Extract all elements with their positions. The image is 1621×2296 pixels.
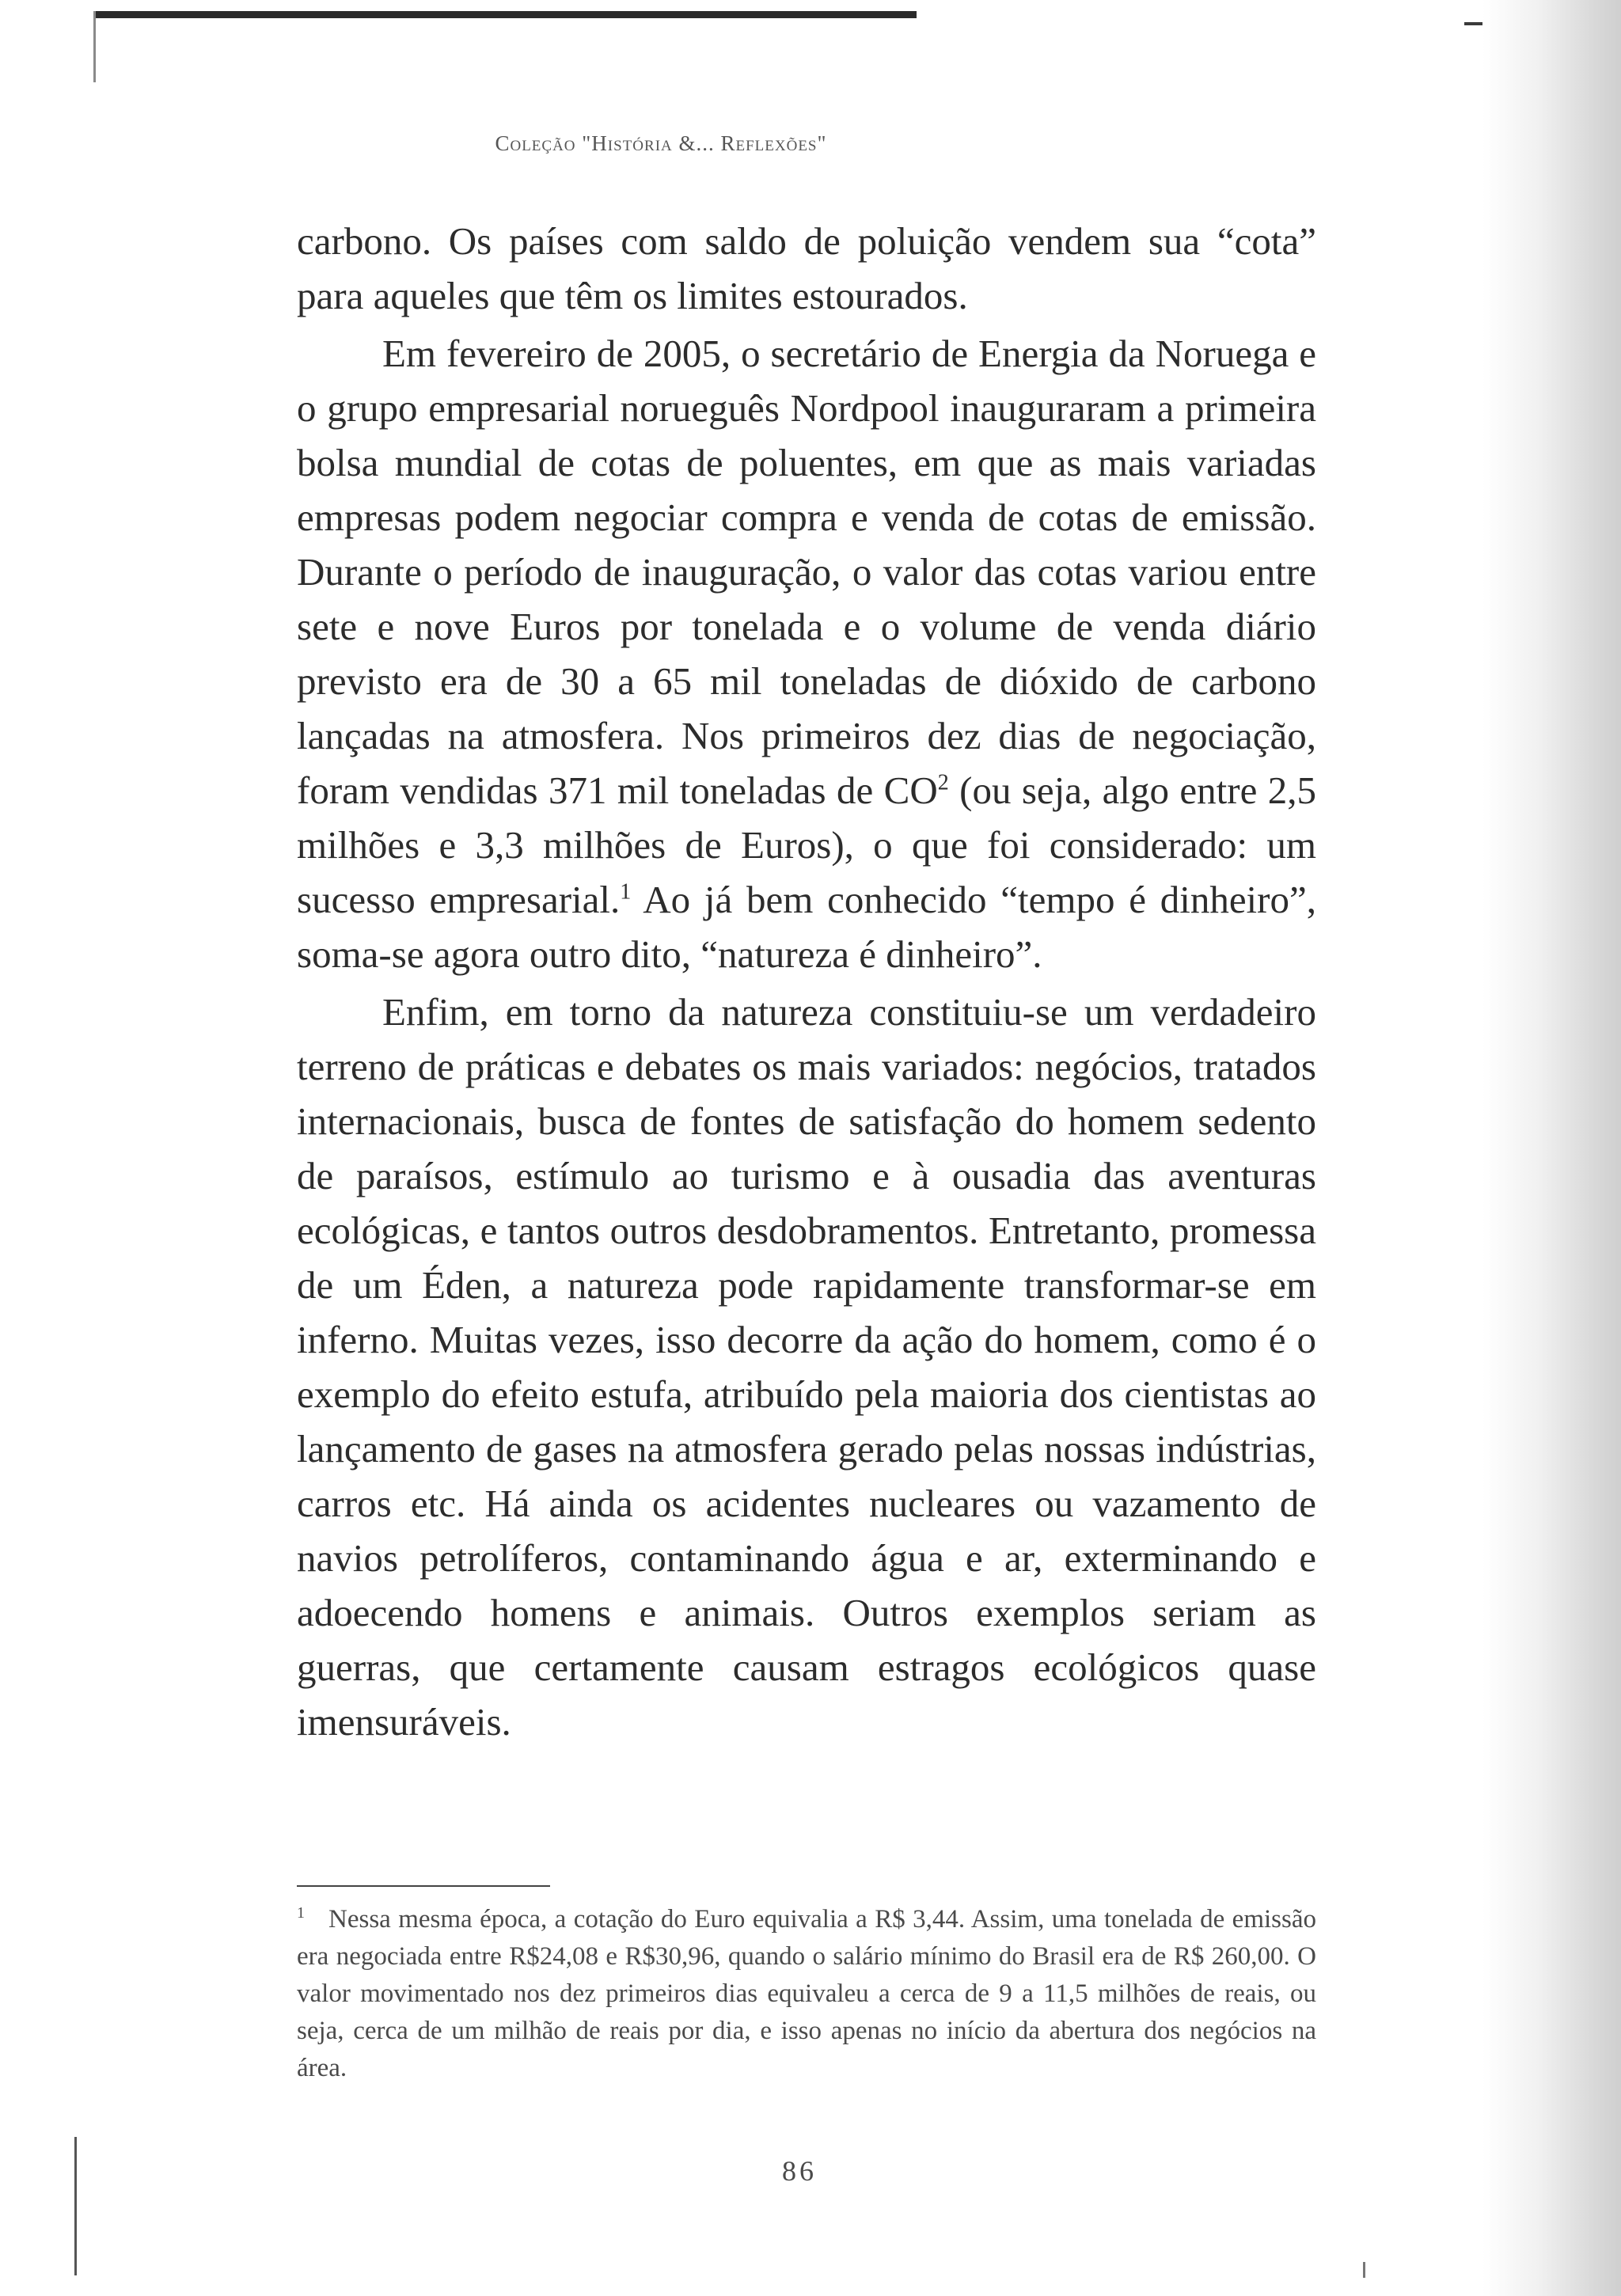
paragraph-2 bbox=[297, 326, 1316, 981]
footnote-text: Nessa mesma época, a cotação do Euro equivalia a R$ 3,44. Assim, uma tonelada de emissão era negociada entre R$24,08 e R$30,96, quando o salário mínimo do Brasil era de R$ 260,00. O valor movimentado nos dez primeiros dias equivaleu a cerca de 9 a 11,5 milhões de reais, ou seja, cerca de um milhão de reais por dia, e isso apenas no início da abertura dos negócios na área. bbox=[297, 1905, 1316, 2082]
co2-subscript: 2 bbox=[937, 770, 949, 795]
footnote-marker: 1 bbox=[297, 1904, 305, 1922]
scan-top-border bbox=[93, 11, 917, 18]
main-text bbox=[297, 214, 1316, 1749]
running-head: Coleção "História &... Reflexões" bbox=[495, 131, 827, 155]
paragraph-2-part-1: Em fevereiro de 2005, o secretário de Energia da Noruega e o grupo empresarial norueguês Nordpool inauguraram a primeira bolsa mundial de cotas de poluentes, em que as mais variadas empresas podem negociar compra e venda de cotas de emissão. Durante o período de inauguração, o valor das cotas variou entre sete e nove Euros por tonelada e o volume de venda diário previsto era de 30 a 65 mil toneladas de dióxido de carbono lançadas na atmosfera. Nos primeiros dez dias de negociação, foram vendidas 371 mil toneladas de CO bbox=[297, 332, 1316, 812]
scan-left-edge-bottom bbox=[74, 2137, 77, 2275]
scan-mark bbox=[1363, 2262, 1365, 2278]
paragraph-3: Enfim, em torno da natureza constituiu-se um verdadeiro terreno de práticas e debates os mais variados: negócios, tratados internacionais, busca de fontes de satisfação do homem sedento de paraísos, estímulo ao turismo e à ousadia das aventuras ecológicas, e tantos outros desdobramentos. Entretanto, promessa de um Éden, a natureza pode rapidamente transformar-se em inferno. Muitas vezes, isso decorre da ação do homem, como é o exemplo do efeito estufa, atribuído pela maioria dos cientistas ao lançamento de gases na atmosfera gerado pelas nossas indústrias, carros etc. Há ainda os acidentes nucleares ou vazamento de navios petrolíferos, contaminando água e ar, exterminando e adoecendo homens e animais. Outros exemplos seriam as guerras, que certamente causam estragos ecológicos quase imensuráveis. bbox=[297, 990, 1316, 1744]
footnote-reference[interactable]: 1 bbox=[620, 879, 632, 905]
paragraph-2-part-2: (ou seja, algo entre 2,5 milhões e 3,3 milhões de Euros), o que foi considerado: um sucesso empresarial. bbox=[297, 768, 1316, 921]
scan-left-edge-top bbox=[93, 11, 96, 82]
footnote-separator bbox=[297, 1885, 550, 1887]
page-number: 86 bbox=[782, 2155, 817, 2187]
paragraph-1: carbono. Os países com saldo de poluição vendem sua “cota” para aqueles que têm os limites estourados. bbox=[297, 219, 1316, 317]
footnote bbox=[297, 1895, 1316, 2087]
scan-binding-shadow bbox=[1482, 0, 1621, 2296]
paragraph-2-part-3: Ao já bem conhecido “tempo é dinheiro”, soma-se agora outro dito, “natureza é dinheiro”. bbox=[297, 878, 1316, 976]
